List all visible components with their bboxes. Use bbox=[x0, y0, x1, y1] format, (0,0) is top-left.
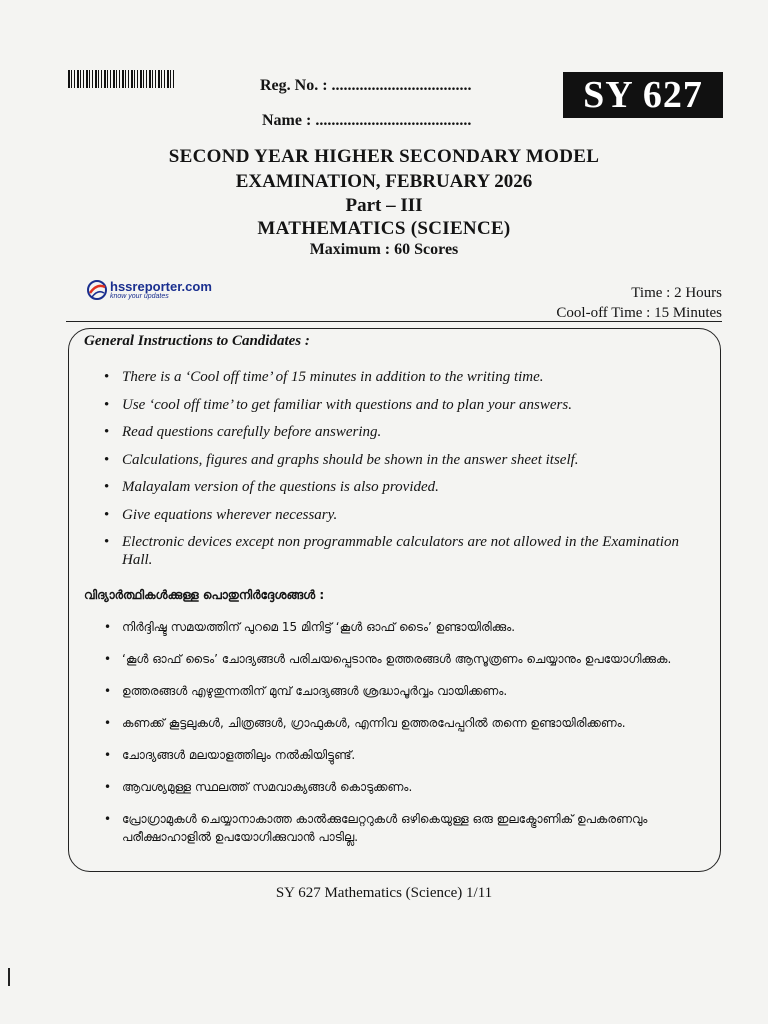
name-field: Name : ....................................... bbox=[262, 112, 472, 129]
list-item: • ‘കൂൾ ഓഫ് ടൈം’ ചോദ്യങ്ങൾ പരിചയപ്പെടാനും ഉത്തരങ്ങൾ ആസൂത്രണം ചെയ്യാനും ഉപയോഗിക്കുക. bbox=[104, 650, 714, 668]
list-item: • Read questions carefully before answering. bbox=[104, 423, 694, 441]
header-divider bbox=[66, 321, 722, 322]
paper-code-badge: SY 627 bbox=[563, 72, 723, 118]
barcode bbox=[68, 70, 174, 88]
max-scores: Maximum : 60 Scores bbox=[309, 241, 459, 258]
watermark-tagline: know your updates bbox=[110, 293, 169, 300]
cool-off-time: Cool-off Time : 15 Minutes bbox=[556, 305, 722, 321]
page-footer: SY 627 Mathematics (Science) 1/11 bbox=[275, 885, 493, 901]
timing-block bbox=[556, 283, 722, 323]
instructions-ml-list bbox=[104, 618, 714, 860]
list-item: • ചോദ്യങ്ങൾ മലയാളത്തിലും നൽകിയിട്ടുണ്ട്. bbox=[104, 746, 714, 764]
list-item: • നിർദ്ദിഷ്ട സമയത്തിന് പുറമെ 15 മിനിട്ട് ‘കൂൾ ഓഫ് ടൈം’ ഉണ്ടായിരിക്കും. bbox=[104, 618, 714, 636]
list-item: • പ്രോഗ്രാമുകൾ ചെയ്യാനാകാത്ത കാൽക്കുലേറ്ററുകൾ ഒഴികെയുള്ള ഒരു ഇലക്ട്രോണിക് ഉപകരണവും പരീക്ഷാഹാളിൽ ഉപയോഗിക്കുവാൻ പാടില്ല. bbox=[104, 810, 714, 846]
exam-title-line2: EXAMINATION, FEBRUARY 2026 bbox=[235, 171, 533, 192]
list-item: • Calculations, figures and graphs should be shown in the answer sheet itself. bbox=[104, 451, 694, 469]
reg-no-field: Reg. No. : ................................... bbox=[260, 77, 472, 94]
globe-icon bbox=[86, 279, 108, 301]
list-item: • Electronic devices except non programmable calculators are not allowed in the Examination Hall. bbox=[104, 533, 694, 569]
list-item: • There is a ‘Cool off time’ of 15 minutes in addition to the writing time. bbox=[104, 368, 694, 386]
watermark-logo bbox=[86, 279, 212, 301]
list-item: • Malayalam version of the questions is also provided. bbox=[104, 478, 694, 496]
list-item: • Give equations wherever necessary. bbox=[104, 506, 694, 524]
instructions-ml-title: വിദ്യാർത്ഥികൾക്കുള്ള പൊതുനിർദ്ദേശങ്ങൾ : bbox=[84, 588, 325, 602]
list-item: • Use ‘cool off time’ to get familiar with questions and to plan your answers. bbox=[104, 396, 694, 414]
exam-part: Part – III bbox=[345, 195, 423, 216]
instructions-en-title: General Instructions to Candidates : bbox=[84, 333, 310, 349]
list-item: • ഉത്തരങ്ങൾ എഴുതുന്നതിന് മുമ്പ് ചോദ്യങ്ങൾ ശ്രദ്ധാപൂർവ്വം വായിക്കണം. bbox=[104, 682, 714, 700]
exam-title-line1: SECOND YEAR HIGHER SECONDARY MODEL bbox=[168, 146, 600, 167]
exam-subject: MATHEMATICS (SCIENCE) bbox=[257, 218, 511, 239]
list-item: • ആവശ്യമുള്ള സ്ഥലത്ത് സമവാക്യങ്ങൾ കൊടുക്കണം. bbox=[104, 778, 714, 796]
watermark-site: hssreporter.com bbox=[110, 279, 212, 294]
exam-time: Time : 2 Hours bbox=[631, 285, 722, 301]
list-item: • കണക്ക് കൂട്ടലുകൾ, ചിത്രങ്ങൾ, ഗ്രാഫുകൾ, എന്നിവ ഉത്തരപേപ്പറിൽ തന്നെ ഉണ്ടായിരിക്കണം. bbox=[104, 714, 714, 732]
margin-mark bbox=[8, 968, 10, 986]
instructions-en-list bbox=[104, 368, 694, 579]
